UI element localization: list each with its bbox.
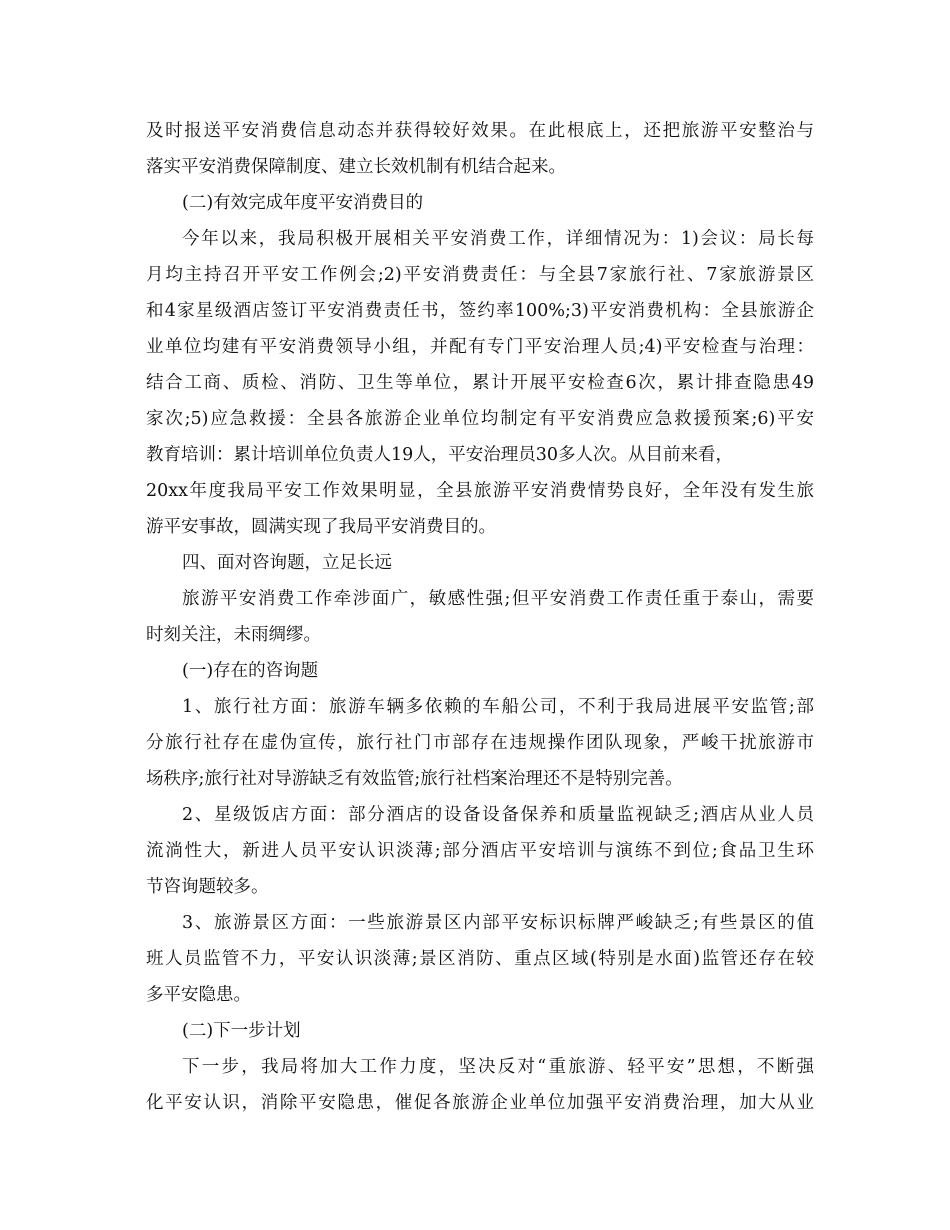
text-line: (二)下一步计划 bbox=[182, 1021, 301, 1041]
text-line: 及时报送平安消费信息动态并获得较好效果。在此根底上，还把旅游平安整治与 bbox=[146, 121, 814, 141]
text-line: 化平安认识，消除平安隐患，催促各旅游企业单位加强平安消费治理，加大从业 bbox=[146, 1093, 814, 1113]
text-line: 四、面对咨询题，立足长远 bbox=[182, 553, 392, 573]
text-line: 和4家星级酒店签订平安消费责任书，签约率100%;3)平安消费机构：全县旅游企 bbox=[146, 301, 814, 321]
text-line: 今年以来，我局积极开展相关平安消费工作，详细情况为：1)会议：局长每 bbox=[182, 229, 814, 249]
text-line: 1、旅行社方面：旅游车辆多依赖的车船公司，不利于我局进展平安监管;部 bbox=[182, 697, 814, 717]
text-line: 业单位均建有平安消费领导小组，并配有专门平安治理人员;4)平安检查与治理： bbox=[146, 337, 814, 357]
text-line: 下一步，我局将加大工作力度，坚决反对“重旅游、轻平安”思想，不断强 bbox=[182, 1057, 814, 1077]
text-line: 分旅行社存在虚伪宣传，旅行社门市部存在违规操作团队现象，严峻干扰旅游市 bbox=[146, 733, 814, 753]
text-line: 2、星级饭店方面：部分酒店的设备设备保养和质量监视缺乏;酒店从业人员 bbox=[182, 805, 814, 825]
text-line: (一)存在的咨询题 bbox=[182, 661, 319, 681]
text-line: 流淌性大，新进人员平安认识淡薄;部分酒店平安培训与演练不到位;食品卫生环 bbox=[146, 841, 814, 861]
text-line: 家次;5)应急救援：全县各旅游企业单位均制定有平安消费应急救援预案;6)平安 bbox=[146, 409, 814, 429]
text-line: 班人员监管不力，平安认识淡薄;景区消防、重点区域(特别是水面)监管还存在较 bbox=[146, 949, 814, 969]
text-line: 3、旅游景区方面：一些旅游景区内部平安标识标牌严峻缺乏;有些景区的值 bbox=[182, 913, 814, 933]
text-line: 落实平安消费保障制度、建立长效机制有机结合起来。 bbox=[146, 157, 566, 177]
text-line: 月均主持召开平安工作例会;2)平安消费责任：与全县7家旅行社、7家旅游景区 bbox=[146, 265, 814, 285]
text-line: 结合工商、质检、消防、卫生等单位，累计开展平安检查6次，累计排查隐患49 bbox=[146, 373, 814, 393]
text-line: 多平安隐患。 bbox=[146, 985, 251, 1005]
document-body bbox=[146, 113, 814, 1121]
text-line: 教育培训：累计培训单位负责人19人，平安治理员30多人次。从目前来看， bbox=[146, 445, 734, 465]
text-line: 节咨询题较多。 bbox=[146, 877, 269, 897]
text-line: 旅游平安消费工作牵涉面广，敏感性强;但平安消费工作责任重于泰山，需要 bbox=[182, 589, 814, 609]
text-line: 场秩序;旅行社对导游缺乏有效监管;旅行社档案治理还不是特别完善。 bbox=[146, 769, 683, 789]
text-line: 时刻关注，未雨绸缪。 bbox=[146, 625, 321, 645]
text-line: 游平安事故，圆满实现了我局平安消费目的。 bbox=[146, 517, 496, 537]
text-line: 20xx年度我局平安工作效果明显，全县旅游平安消费情势良好，全年没有发生旅 bbox=[146, 481, 814, 501]
text-line: (二)有效完成年度平安消费目的 bbox=[182, 193, 424, 213]
